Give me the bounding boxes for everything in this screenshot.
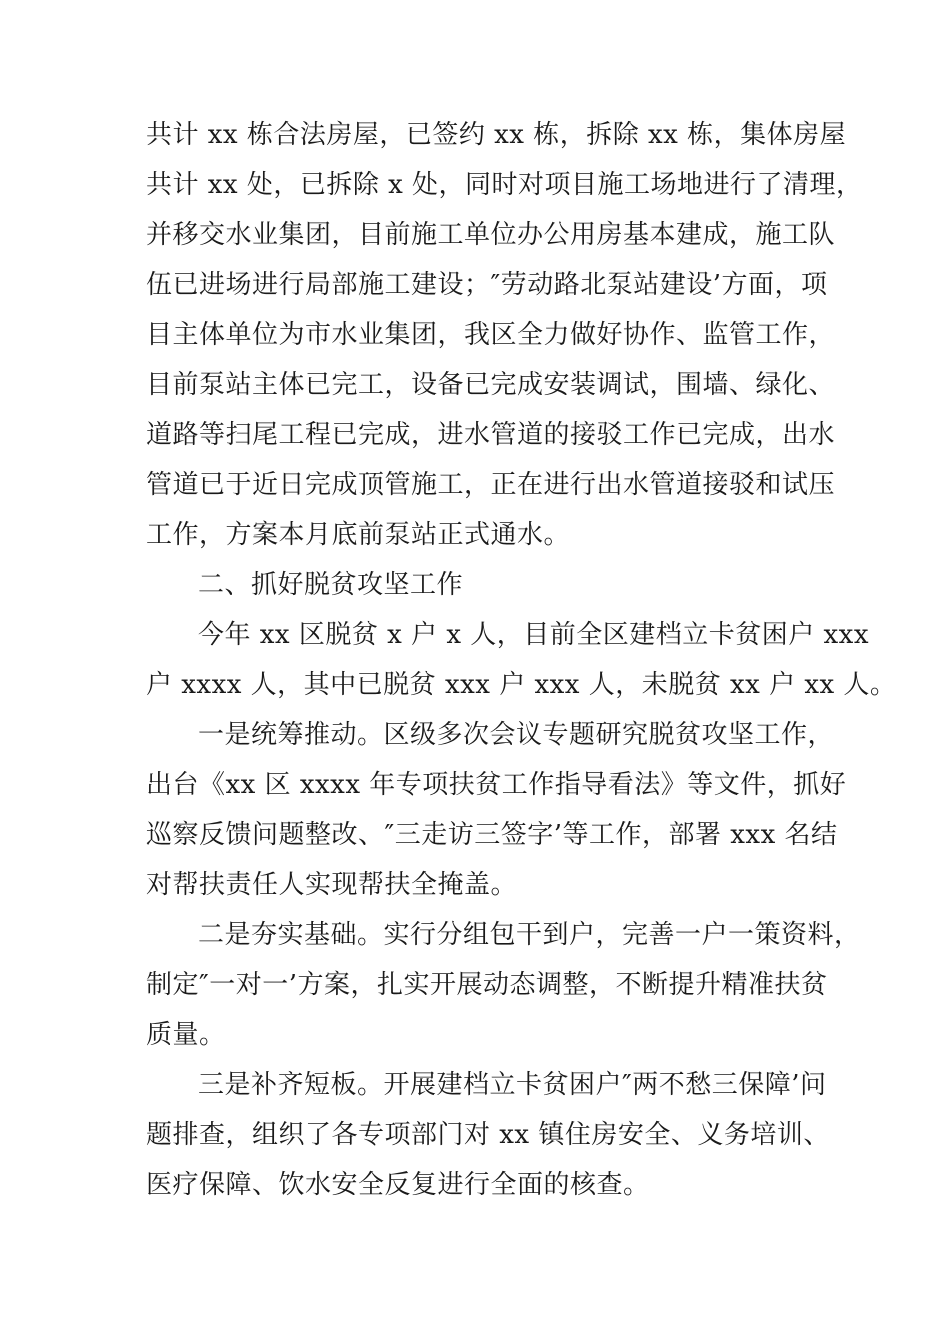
body-line: 制定″一对一’方案，扎实开展动态调整，不断提升精准扶贫 [146,970,828,1000]
body-line: 今年 xx 区脱贫 x 户 x 人，目前全区建档立卡贫困户 xxx [198,620,869,650]
section-heading: 二、抓好脱贫攻坚工作 [198,570,464,600]
body-line: 伍已进场进行局部施工建设；″劳动路北泵站建设’方面，项 [146,270,828,300]
body-line: 巡察反馈问题整改、″三走访三签字’等工作，部署 xxx 名结 [146,820,838,850]
body-line: 医疗保障、饮水安全反复进行全面的核查。 [146,1170,650,1200]
document-body [146,110,897,1210]
body-line: 出台《xx 区 xxxx 年专项扶贫工作指导看法》等文件，抓好 [146,770,847,800]
body-line: 户 xxxx 人，其中已脱贫 xxx 户 xxx 人，未脱贫 xx 户 xx 人。 [146,670,897,700]
body-line: 共计 xx 处，已拆除 x 处，同时对项目施工场地进行了清理， [146,170,863,200]
body-line: 道路等扫尾工程已完成，进水管道的接驳工作已完成，出水 [146,420,836,450]
body-line: 工作，方案本月底前泵站正式通水。 [146,520,571,550]
body-line: 题排查，组织了各专项部门对 xx 镇住房安全、义务培训、 [146,1120,830,1150]
body-line: 二是夯实基础。实行分组包干到户，完善一户一策资料， [198,920,861,950]
body-line: 对帮扶责任人实现帮扶全掩盖。 [146,870,518,900]
body-line: 质量。 [146,1020,226,1050]
body-line: 共计 xx 栋合法房屋，已签约 xx 栋，拆除 xx 栋，集体房屋 [146,120,847,150]
body-line: 目前泵站主体已完工，设备已完成安装调试，围墙、绿化、 [146,370,836,400]
body-line: 一是统筹推动。区级多次会议专题研究脱贫攻坚工作， [198,720,835,750]
body-line: 三是补齐短板。开展建档立卡贫困户″两不愁三保障’问 [198,1070,827,1100]
body-line: 管道已于近日完成顶管施工，正在进行出水管道接驳和试压 [146,470,836,500]
body-line: 并移交水业集团，目前施工单位办公用房基本建成，施工队 [146,220,836,250]
body-line: 目主体单位为市水业集团，我区全力做好协作、监管工作， [146,320,836,350]
